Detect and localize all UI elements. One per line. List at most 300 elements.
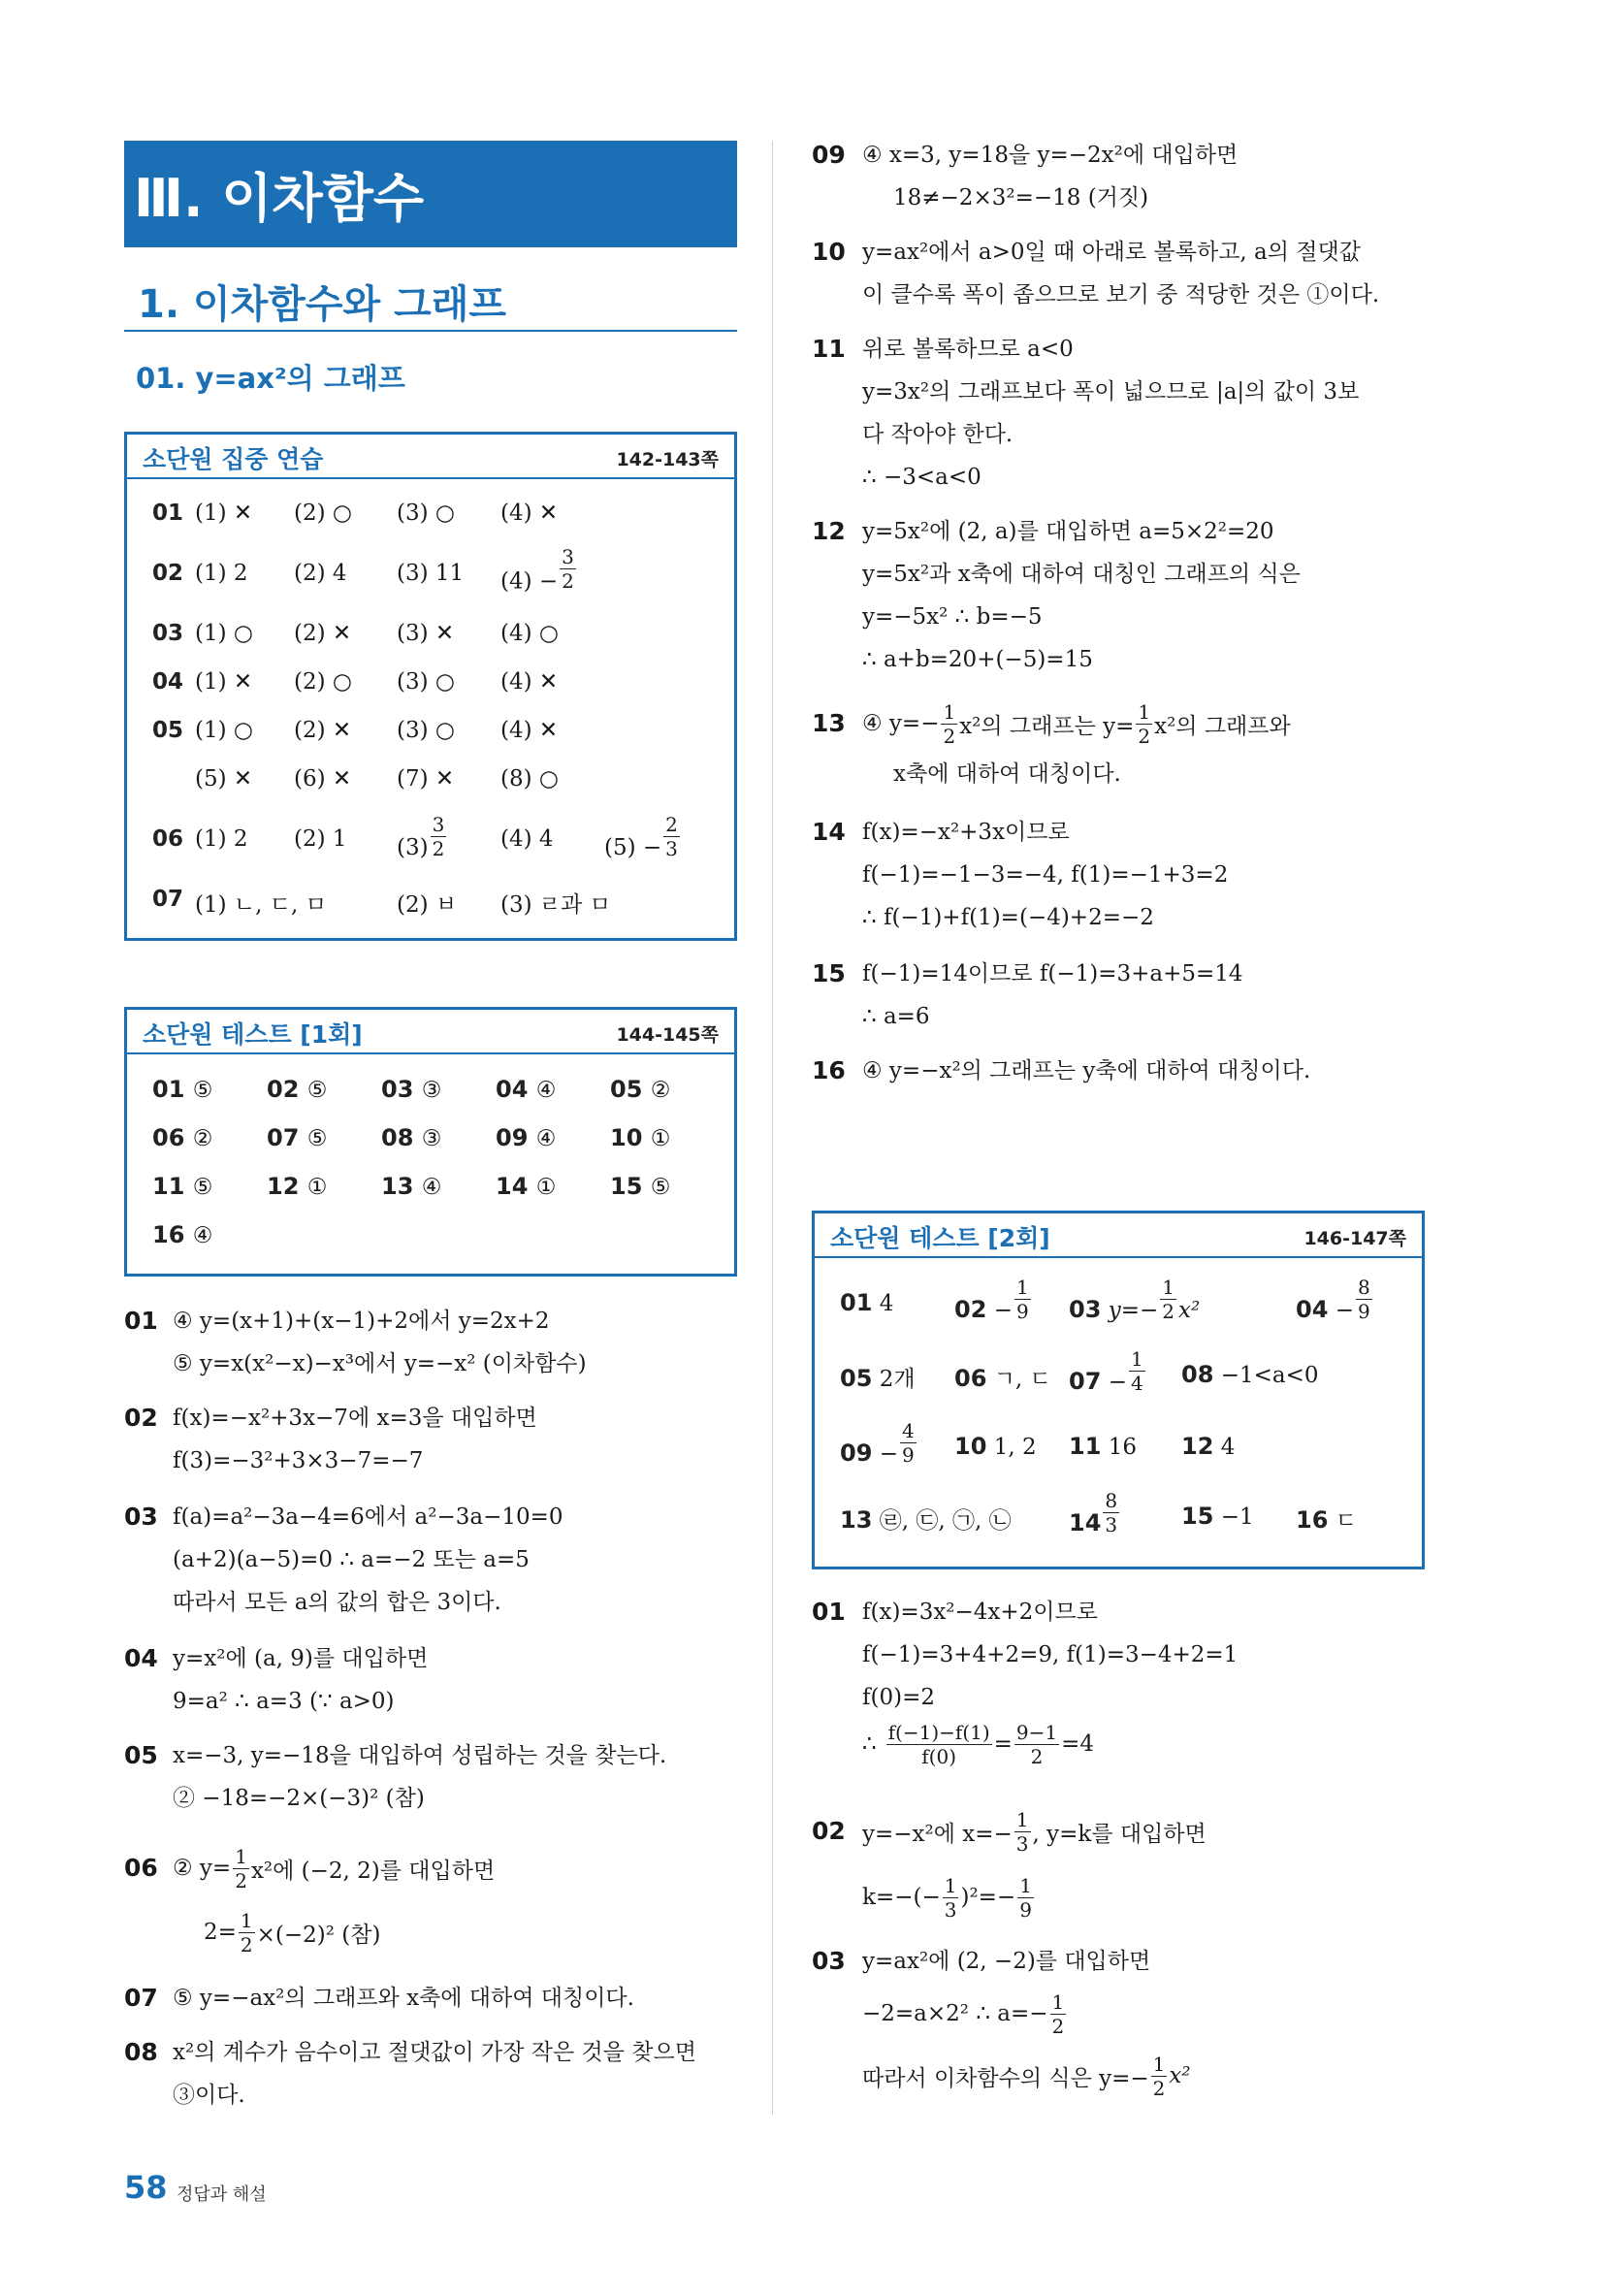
answer-text: (3) bbox=[397, 834, 429, 860]
explanation-text: )²=− bbox=[960, 1885, 1016, 1910]
explanation-line bbox=[173, 1843, 495, 1893]
explanation-text: x²의 그래프는 y= bbox=[959, 713, 1135, 739]
answer-cell: (2) 4 bbox=[294, 561, 347, 586]
explanation-line: ∴ f(−1)+f(1)=(−4)+2=−2 bbox=[862, 905, 1154, 930]
explanation-line: f(0)=2 bbox=[862, 1685, 935, 1710]
numerator: 1 bbox=[1162, 1276, 1175, 1299]
explanation-text: 따라서 이차함수의 식은 y=− bbox=[862, 2065, 1149, 2091]
explanation-text: x²의 그래프와 bbox=[1154, 713, 1291, 739]
answer-value: ④ bbox=[421, 1175, 442, 1200]
numerator: 4 bbox=[902, 1419, 915, 1442]
explanation-13 bbox=[812, 698, 1442, 805]
explanation-line: 이 클수록 폭이 좁으므로 보기 중 적당한 것은 ①이다. bbox=[862, 282, 1380, 307]
explanation-line bbox=[204, 1907, 380, 1957]
explanation-line: 다 작아야 한다. bbox=[862, 422, 1014, 447]
numerator: 1 bbox=[1019, 1873, 1032, 1897]
explanation-line: 위로 볼록하므로 a<0 bbox=[862, 337, 1074, 362]
answer-value: 4 bbox=[1220, 1435, 1236, 1460]
answer-number: 02 bbox=[267, 1076, 307, 1103]
answer-number: 03 bbox=[381, 1076, 422, 1103]
explanation-text: ④ y=− bbox=[862, 711, 940, 736]
denominator: f(0) bbox=[921, 1744, 956, 1768]
answer-cell: (7) ✕ bbox=[397, 766, 455, 792]
explanation2-01 bbox=[812, 1591, 1442, 1785]
explanation-line: f(−1)=3+4+2=9, f(1)=3−4+2=1 bbox=[862, 1642, 1239, 1667]
answer-value: ㄱ, ㄷ bbox=[993, 1367, 1051, 1392]
explanation-line: f(−1)=−1−3=−4, f(1)=−1+3=2 bbox=[862, 862, 1229, 888]
answer-number: 11 bbox=[1069, 1433, 1102, 1460]
explanation-line: f(x)=−x²+3x이므로 bbox=[862, 820, 1070, 845]
answer-cell: (2) ✕ bbox=[294, 718, 352, 743]
answer-number: 07 bbox=[1069, 1367, 1102, 1395]
test1-answer bbox=[610, 1124, 670, 1151]
explanation-number: 13 bbox=[812, 709, 846, 737]
explanation-number: 07 bbox=[124, 1984, 158, 2012]
answer-cell: (2) ㅂ bbox=[397, 892, 458, 918]
explanation-line: f(−1)=14이므로 f(−1)=3+a+5=14 bbox=[862, 961, 1243, 986]
test1-box-pages: 144-145쪽 bbox=[616, 1024, 719, 1046]
numerator: f(−1)−f(1) bbox=[887, 1720, 990, 1744]
explanation-line: f(a)=a²−3a−4=6에서 a²−3a−10=0 bbox=[173, 1504, 563, 1530]
answer-number: 16 bbox=[152, 1221, 193, 1248]
numerator: 9−1 bbox=[1015, 1720, 1058, 1744]
test1-answer bbox=[152, 1124, 212, 1151]
explanation-12 bbox=[812, 510, 1442, 685]
answer-number: 01 bbox=[840, 1289, 873, 1316]
numerator: 3 bbox=[562, 545, 574, 568]
answer-number: 09 bbox=[840, 1439, 873, 1467]
column-divider bbox=[772, 141, 773, 2115]
answer-value: − bbox=[993, 1297, 1013, 1323]
answer-value: ⑤ bbox=[306, 1078, 328, 1103]
explanation-line bbox=[862, 2051, 1191, 2101]
answer-value: 16 bbox=[1108, 1435, 1137, 1460]
fraction bbox=[233, 1844, 249, 1892]
explanation-number: 02 bbox=[812, 1817, 846, 1845]
numerator: 8 bbox=[1105, 1489, 1118, 1512]
answer-item bbox=[840, 1421, 918, 1465]
numerator: 1 bbox=[1016, 1276, 1029, 1299]
answer-number: 10 bbox=[954, 1433, 987, 1460]
answer-number: 10 bbox=[610, 1124, 651, 1151]
row-number: 04 bbox=[152, 669, 184, 695]
test1-answer bbox=[496, 1173, 556, 1200]
answer-cell: (3) ○ bbox=[397, 718, 455, 743]
answer-cell: (8) ○ bbox=[500, 766, 559, 792]
explanation-line: y=5x²과 x축에 대하여 대칭인 그래프의 식은 bbox=[862, 562, 1301, 587]
practice-box-header bbox=[127, 435, 734, 479]
denominator: 2 bbox=[432, 837, 445, 860]
fraction bbox=[1129, 1349, 1145, 1393]
test1-box-title: 소단원 테스트 [1회] bbox=[143, 1020, 363, 1049]
answer-value: ㉣, ㉢, ㉠, ㉡ bbox=[879, 1508, 1012, 1534]
explanation-line: 따라서 모든 a의 값의 합은 3이다. bbox=[173, 1590, 501, 1615]
numerator: 1 bbox=[1015, 1807, 1029, 1831]
answer-number: 12 bbox=[1181, 1433, 1214, 1460]
explanation-line: f(x)=3x²−4x+2이므로 bbox=[862, 1600, 1098, 1625]
explanation-text: x²에 (−2, 2)를 대입하면 bbox=[250, 1858, 496, 1884]
answer-item bbox=[1296, 1503, 1357, 1535]
answer-number: 13 bbox=[381, 1173, 422, 1200]
explanation-line: 18≠−2×3²=−18 (거짓) bbox=[893, 185, 1149, 210]
numerator: 2 bbox=[665, 813, 678, 836]
answer-cell: (3) ○ bbox=[397, 501, 455, 526]
answer-item bbox=[1069, 1349, 1147, 1393]
test1-answer bbox=[152, 1221, 212, 1248]
row-number: 02 bbox=[152, 561, 184, 586]
fraction bbox=[900, 1421, 917, 1465]
explanation-11 bbox=[812, 328, 1442, 502]
denominator: 3 bbox=[1105, 1513, 1118, 1536]
explanation-line: y=x²에 (a, 9)를 대입하면 bbox=[173, 1646, 429, 1671]
answer-value: ⑤ bbox=[192, 1175, 213, 1200]
answer-number: 11 bbox=[152, 1173, 193, 1200]
answer-value: ⑤ bbox=[192, 1078, 213, 1103]
row-number: 05 bbox=[152, 718, 184, 743]
explanation-number: 14 bbox=[812, 818, 846, 846]
page-number: 58 bbox=[124, 2169, 168, 2206]
explanation-text: ② y= bbox=[173, 1856, 232, 1881]
answer-cell: (3) ○ bbox=[397, 669, 455, 695]
test2-box bbox=[812, 1211, 1425, 1569]
answer-value: ① bbox=[306, 1175, 328, 1200]
denominator: 2 bbox=[943, 724, 956, 748]
denominator: 2 bbox=[1030, 1744, 1044, 1768]
explanation-number: 01 bbox=[812, 1598, 846, 1626]
answer-value: ① bbox=[650, 1126, 671, 1151]
answer-number: 16 bbox=[1296, 1506, 1329, 1534]
answer-value: ㄷ bbox=[1335, 1508, 1357, 1534]
explanation-text: ×(−2)² (참) bbox=[256, 1922, 381, 1948]
answer-item bbox=[840, 1289, 893, 1316]
answer-item bbox=[1181, 1503, 1254, 1530]
test1-answer bbox=[610, 1076, 670, 1103]
answer-number: 07 bbox=[267, 1124, 307, 1151]
test2-box-header bbox=[815, 1213, 1422, 1258]
row-number: 03 bbox=[152, 621, 184, 646]
explanation2-02 bbox=[812, 1806, 1442, 1932]
test1-answer bbox=[381, 1076, 441, 1103]
fraction bbox=[560, 547, 576, 591]
answer-item bbox=[1069, 1277, 1200, 1321]
answer-item bbox=[1069, 1491, 1121, 1535]
test1-answer bbox=[152, 1076, 212, 1103]
explanation-02 bbox=[124, 1397, 755, 1494]
answer-item bbox=[1181, 1361, 1319, 1388]
answer-cell: (3) ㄹ과 ㅁ bbox=[500, 892, 611, 918]
answer-item bbox=[840, 1361, 916, 1393]
answer-cell: (1) ✕ bbox=[195, 501, 253, 526]
answer-cell: (1) ㄴ, ㄷ, ㅁ bbox=[195, 892, 327, 918]
explanation-line: x축에 대하여 대칭이다. bbox=[893, 761, 1121, 787]
answer-value: ⑤ bbox=[306, 1126, 328, 1151]
explanation-line: y=ax²에서 a>0일 때 아래로 볼록하고, a의 절댓값 bbox=[862, 240, 1361, 265]
answer-cell bbox=[604, 815, 682, 858]
answer-cell: (4) ○ bbox=[500, 621, 559, 646]
fraction bbox=[941, 699, 957, 748]
test1-box bbox=[124, 1007, 737, 1277]
test1-answer bbox=[381, 1173, 441, 1200]
explanation-number: 08 bbox=[124, 2038, 158, 2066]
explanation-03 bbox=[124, 1496, 755, 1632]
explanation-text: −2=a×2² ∴ a=− bbox=[862, 2001, 1048, 2026]
answer-value: ② bbox=[650, 1078, 671, 1103]
footer-label: 정답과 해설 bbox=[177, 2184, 267, 2205]
denominator: 9 bbox=[1019, 1897, 1032, 1922]
numerator: 1 bbox=[1152, 2052, 1166, 2076]
test1-answer bbox=[267, 1173, 327, 1200]
answer-value: 2개 bbox=[879, 1367, 916, 1392]
answer-value: − bbox=[879, 1440, 898, 1467]
numerator: 1 bbox=[1131, 1347, 1143, 1371]
explanation-line: y=ax²에 (2, −2)를 대입하면 bbox=[862, 1949, 1151, 1974]
answer-text: (4) − bbox=[500, 568, 559, 595]
answer-item bbox=[1069, 1433, 1137, 1460]
answer-item bbox=[1296, 1277, 1374, 1321]
fraction bbox=[663, 815, 680, 858]
answer-cell: (2) 1 bbox=[294, 826, 347, 852]
answer-cell: (1) ○ bbox=[195, 718, 253, 743]
answer-cell bbox=[397, 815, 448, 858]
explanation-line bbox=[862, 1989, 1068, 2039]
denominator: 2 bbox=[1152, 2076, 1166, 2100]
answer-value: ⑤ bbox=[650, 1175, 671, 1200]
answer-value: −1<a<0 bbox=[1220, 1363, 1319, 1388]
answer-cell: (1) 2 bbox=[195, 561, 248, 586]
explanation-08 bbox=[124, 2031, 755, 2128]
test1-answer bbox=[267, 1076, 327, 1103]
answer-cell: (4) ✕ bbox=[500, 501, 559, 526]
answer-item bbox=[954, 1361, 1051, 1393]
answer-value: −1 bbox=[1220, 1504, 1254, 1530]
answer-cell: (3) ✕ bbox=[397, 621, 455, 646]
explanation-10 bbox=[812, 231, 1442, 328]
denominator: 9 bbox=[1358, 1300, 1370, 1323]
numerator: 1 bbox=[944, 1873, 957, 1897]
explanation2-03 bbox=[812, 1940, 1442, 2105]
denominator: 9 bbox=[902, 1443, 915, 1467]
fraction bbox=[1160, 1277, 1176, 1321]
answer-text: (5) − bbox=[604, 834, 662, 860]
practice-box bbox=[124, 432, 737, 941]
explanation-number: 06 bbox=[124, 1854, 158, 1882]
answer-number: 06 bbox=[954, 1365, 987, 1392]
explanation-line bbox=[862, 698, 1291, 749]
denominator: 3 bbox=[1015, 1831, 1029, 1856]
explanation-line bbox=[862, 1717, 1094, 1771]
answer-number: 14 bbox=[496, 1173, 536, 1200]
explanation-line: ⑤ y=−ax²의 그래프와 x축에 대하여 대칭이다. bbox=[173, 1986, 634, 2011]
explanation-number: 15 bbox=[812, 959, 846, 987]
numerator: 1 bbox=[1138, 699, 1151, 724]
explanation-number: 03 bbox=[124, 1503, 158, 1531]
answer-value: ④ bbox=[535, 1078, 557, 1103]
answer-value: ④ bbox=[192, 1223, 213, 1248]
explanation-number: 03 bbox=[812, 1947, 846, 1975]
explanation-line: f(3)=−3²+3×3−7=−7 bbox=[173, 1448, 424, 1473]
explanation-line: y=−5x² ∴ b=−5 bbox=[862, 604, 1043, 630]
explanation-number: 09 bbox=[812, 141, 846, 169]
explanation-line bbox=[862, 1870, 1036, 1924]
denominator: 4 bbox=[1131, 1372, 1143, 1395]
answer-value: − bbox=[1335, 1297, 1354, 1323]
answer-cell: (6) ✕ bbox=[294, 766, 352, 792]
explanation-text: y=−x²에 x=− bbox=[862, 1821, 1013, 1847]
x-squared: x² bbox=[1178, 1297, 1201, 1323]
explanation-line: (a+2)(a−5)=0 ∴ a=−2 또는 a=5 bbox=[173, 1547, 530, 1572]
denominator: 3 bbox=[944, 1897, 957, 1922]
test1-answer bbox=[610, 1173, 670, 1200]
explanation-text: =4 bbox=[1061, 1731, 1095, 1757]
fraction bbox=[1014, 1277, 1031, 1321]
test2-box-pages: 146-147쪽 bbox=[1303, 1228, 1406, 1249]
explanation-line: 9=a² ∴ a=3 (∵ a>0) bbox=[173, 1689, 395, 1714]
fraction bbox=[1050, 1989, 1067, 2038]
answer-number: 05 bbox=[840, 1365, 873, 1392]
answer-number: 09 bbox=[496, 1124, 536, 1151]
explanation-line: ④ y=(x+1)+(x−1)+2에서 y=2x+2 bbox=[173, 1309, 550, 1334]
test1-answer bbox=[267, 1124, 327, 1151]
explanation-text: ∴ bbox=[862, 1731, 877, 1757]
test1-answer bbox=[152, 1173, 212, 1200]
numerator: 1 bbox=[943, 699, 956, 724]
explanation-text: 2= bbox=[204, 1920, 237, 1945]
explanation-line: ④ x=3, y=18을 y=−2x²에 대입하면 bbox=[862, 143, 1239, 168]
fraction bbox=[886, 1720, 992, 1768]
answer-number: 15 bbox=[610, 1173, 651, 1200]
answer-value: ② bbox=[192, 1126, 213, 1151]
answer-value: ③ bbox=[421, 1126, 442, 1151]
answer-item bbox=[1181, 1433, 1235, 1460]
numerator: 1 bbox=[1051, 1989, 1065, 2014]
section-title: 1. 이차함수와 그래프 bbox=[138, 282, 506, 327]
numerator: 8 bbox=[1358, 1276, 1370, 1299]
answer-number: 08 bbox=[1181, 1361, 1214, 1388]
answer-number: 03 bbox=[1069, 1295, 1102, 1323]
x-squared: x² bbox=[1169, 2063, 1191, 2088]
answer-number: 15 bbox=[1181, 1503, 1214, 1530]
explanation-07 bbox=[124, 1977, 755, 2025]
answer-number: 05 bbox=[610, 1076, 651, 1103]
fraction bbox=[1014, 1807, 1031, 1856]
fraction bbox=[431, 815, 447, 858]
explanation-16 bbox=[812, 1050, 1442, 1098]
explanation-number: 12 bbox=[812, 517, 846, 545]
explanation-line: x²의 계수가 음수이고 절댓값이 가장 작은 것을 찾으면 bbox=[173, 2040, 696, 2065]
answer-number: 12 bbox=[267, 1173, 307, 1200]
fraction bbox=[1356, 1277, 1372, 1321]
equals-sign: = bbox=[993, 1731, 1013, 1757]
explanation-line: ∴ a+b=20+(−5)=15 bbox=[862, 647, 1093, 672]
answer-value: ① bbox=[535, 1175, 557, 1200]
fraction bbox=[239, 1908, 255, 1956]
fraction bbox=[1103, 1491, 1119, 1535]
answer-cell: (3) 11 bbox=[397, 561, 465, 586]
answer-item bbox=[840, 1503, 1012, 1535]
answer-cell: (1) ○ bbox=[195, 621, 253, 646]
explanation-line: y=5x²에 (2, a)를 대입하면 a=5×2²=20 bbox=[862, 519, 1274, 544]
fraction bbox=[943, 1873, 959, 1922]
subsection-title: 01. y=ax²의 그래프 bbox=[136, 362, 405, 395]
explanation-line bbox=[862, 1806, 1207, 1857]
answer-value: 4 bbox=[879, 1291, 894, 1316]
answer-number: 08 bbox=[381, 1124, 422, 1151]
test1-answer bbox=[496, 1124, 556, 1151]
explanation-09 bbox=[812, 134, 1442, 231]
row-number: 06 bbox=[152, 826, 184, 852]
row-number: 01 bbox=[152, 501, 184, 526]
answer-value: − bbox=[1108, 1369, 1127, 1395]
denominator: 2 bbox=[1138, 724, 1151, 748]
explanation-14 bbox=[812, 811, 1442, 947]
explanation-line: ④ y=−x²의 그래프는 y축에 대하여 대칭이다. bbox=[862, 1058, 1311, 1083]
practice-box-title: 소단원 집중 연습 bbox=[143, 445, 324, 473]
answer-value: ④ bbox=[535, 1126, 557, 1151]
answer-cell: (1) ✕ bbox=[195, 669, 253, 695]
numerator: 1 bbox=[235, 1844, 247, 1868]
answer-number: 01 bbox=[152, 1076, 193, 1103]
explanation-line: f(x)=−x²+3x−7에 x=3을 대입하면 bbox=[173, 1406, 537, 1431]
chapter-banner: Ⅲ. 이차함수 bbox=[124, 141, 737, 247]
practice-box-pages: 142-143쪽 bbox=[616, 449, 719, 470]
explanation-number: 16 bbox=[812, 1056, 846, 1084]
explanation-05 bbox=[124, 1734, 755, 1831]
denominator: 9 bbox=[1016, 1300, 1029, 1323]
answer-number: 04 bbox=[496, 1076, 536, 1103]
denominator: 3 bbox=[665, 837, 678, 860]
explanation-number: 10 bbox=[812, 238, 846, 266]
answer-cell: (2) ✕ bbox=[294, 621, 352, 646]
answer-item bbox=[954, 1433, 1037, 1460]
answer-item bbox=[954, 1277, 1033, 1321]
row-number: 07 bbox=[152, 887, 184, 912]
answer-cell: (2) ○ bbox=[294, 501, 352, 526]
explanation-text: , y=k를 대입하면 bbox=[1032, 1821, 1207, 1847]
explanation-04 bbox=[124, 1637, 755, 1734]
answer-value: ③ bbox=[421, 1078, 442, 1103]
explanation-number: 01 bbox=[124, 1307, 158, 1335]
answer-cell: (1) 2 bbox=[195, 826, 248, 852]
denominator: 2 bbox=[235, 1868, 247, 1892]
answer-number: 13 bbox=[840, 1506, 873, 1534]
fraction bbox=[1151, 2054, 1168, 2098]
explanation-number: 02 bbox=[124, 1404, 158, 1432]
explanation-line: y=3x²의 그래프보다 폭이 넓으므로 |a|의 값이 3보 bbox=[862, 379, 1360, 404]
answer-value: 1, 2 bbox=[993, 1435, 1037, 1460]
explanation-line: ∴ a=6 bbox=[862, 1004, 930, 1029]
denominator: 2 bbox=[562, 569, 574, 593]
answer-cell: (4) 4 bbox=[500, 826, 554, 852]
answer-value: y=− bbox=[1108, 1297, 1159, 1323]
test2-box-title: 소단원 테스트 [2회] bbox=[830, 1224, 1050, 1252]
explanation-line: ∴ −3<a<0 bbox=[862, 465, 981, 490]
test1-answer bbox=[381, 1124, 441, 1151]
explanation-line: ⑤ y=x(x²−x)−x³에서 y=−x² (이차함수) bbox=[173, 1351, 587, 1376]
answer-cell: (4) ✕ bbox=[500, 669, 559, 695]
fraction bbox=[1014, 1720, 1059, 1768]
explanation-line: ③이다. bbox=[173, 2083, 245, 2108]
denominator: 2 bbox=[1051, 2014, 1065, 2038]
answer-cell bbox=[500, 545, 578, 604]
denominator: 2 bbox=[240, 1932, 253, 1956]
numerator: 1 bbox=[240, 1908, 253, 1932]
answer-cell: (4) ✕ bbox=[500, 718, 559, 743]
test1-box-header bbox=[127, 1010, 734, 1054]
explanation-number: 04 bbox=[124, 1644, 158, 1672]
fraction bbox=[1017, 1873, 1034, 1922]
answer-number: 02 bbox=[954, 1295, 987, 1323]
section-divider bbox=[124, 330, 737, 332]
